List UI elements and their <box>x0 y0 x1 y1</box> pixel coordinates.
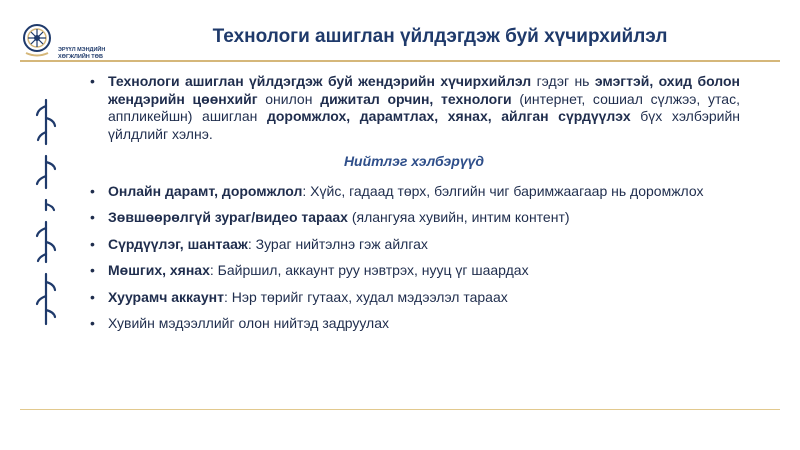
item-bold: Зөвшөөрөлгүй зураг/видео тараах <box>108 209 348 225</box>
intro-list <box>88 73 740 143</box>
logo <box>20 22 170 62</box>
vertical-mongolian-script-icon <box>28 92 64 332</box>
intro-bold-1: Технологи ашиглан үйлдэгдэж буй жендэрийн хүчирхийлэл <box>108 73 532 89</box>
forms-list <box>88 183 740 333</box>
slide-content <box>88 73 740 342</box>
item-text: : Хүйс, гадаад төрх, бэлгийн чиг баримжаагаар нь доромжлох <box>302 182 704 199</box>
intro-text-3: (интернет, сошиал сүлжээ, утас, аппликейшн) ашиглан <box>108 90 740 124</box>
list-item <box>88 315 740 333</box>
vertical-mongolian-script <box>28 92 64 332</box>
item-bold: Мөшгих, хянах <box>108 262 210 278</box>
section-subheading: Нийтлэг хэлбэрүүд <box>343 153 485 169</box>
item-text: : Байршил, аккаунт руу нэвтрэх, нууц үг шаардах <box>209 262 529 278</box>
list-item <box>88 209 740 227</box>
logo-text <box>58 47 105 60</box>
item-bold: Хуурамч аккаунт <box>108 288 224 305</box>
item-text: Хувийн мэдээллийг олон нийтэд задруулах <box>108 315 390 331</box>
list-item <box>88 183 740 201</box>
intro-text-1: гэдэг нь <box>531 73 595 89</box>
intro-bold-3: дижитал орчин, технологи <box>320 90 512 107</box>
item-bold: Онлайн дарамт, доромжлол <box>108 182 303 199</box>
intro-bold-2: эмэгтэй, охид болон жендэрийн цөөнхийг <box>108 73 741 107</box>
item-text: : Нэр төрийг гутаах, худал мэдээлэл тараах <box>223 288 508 305</box>
header-divider <box>20 60 780 62</box>
item-bold: Сүрдүүлэг, шантааж <box>108 235 248 252</box>
list-item <box>88 289 740 307</box>
dharma-wheel-emblem-icon <box>20 22 54 58</box>
footer-divider <box>20 409 780 410</box>
page-title: Технологи ашиглан үйлдэгдэж буй хүчирхийлэл <box>212 26 668 47</box>
logo-line-2: ХӨГЖЛИЙН ТӨВ <box>58 53 103 60</box>
intro-bold-4: доромжлох, дарамтлах, хянах, айлган сүрдүүлэх <box>266 108 631 124</box>
item-text: : Зураг нийтэлнэ гэж айлгах <box>247 235 428 252</box>
intro-text-2: онилон <box>257 90 321 107</box>
intro-definition <box>88 73 740 143</box>
intro-text-4: бүх хэлбэрийн үйлдлийг хэлнэ. <box>108 108 740 142</box>
logo-line-1: ЭРҮҮЛ МЭНДИЙН <box>58 47 106 53</box>
item-text: (ялангуяа хувийн, интим контент) <box>347 209 570 225</box>
list-item <box>88 262 740 280</box>
list-item <box>88 236 740 254</box>
